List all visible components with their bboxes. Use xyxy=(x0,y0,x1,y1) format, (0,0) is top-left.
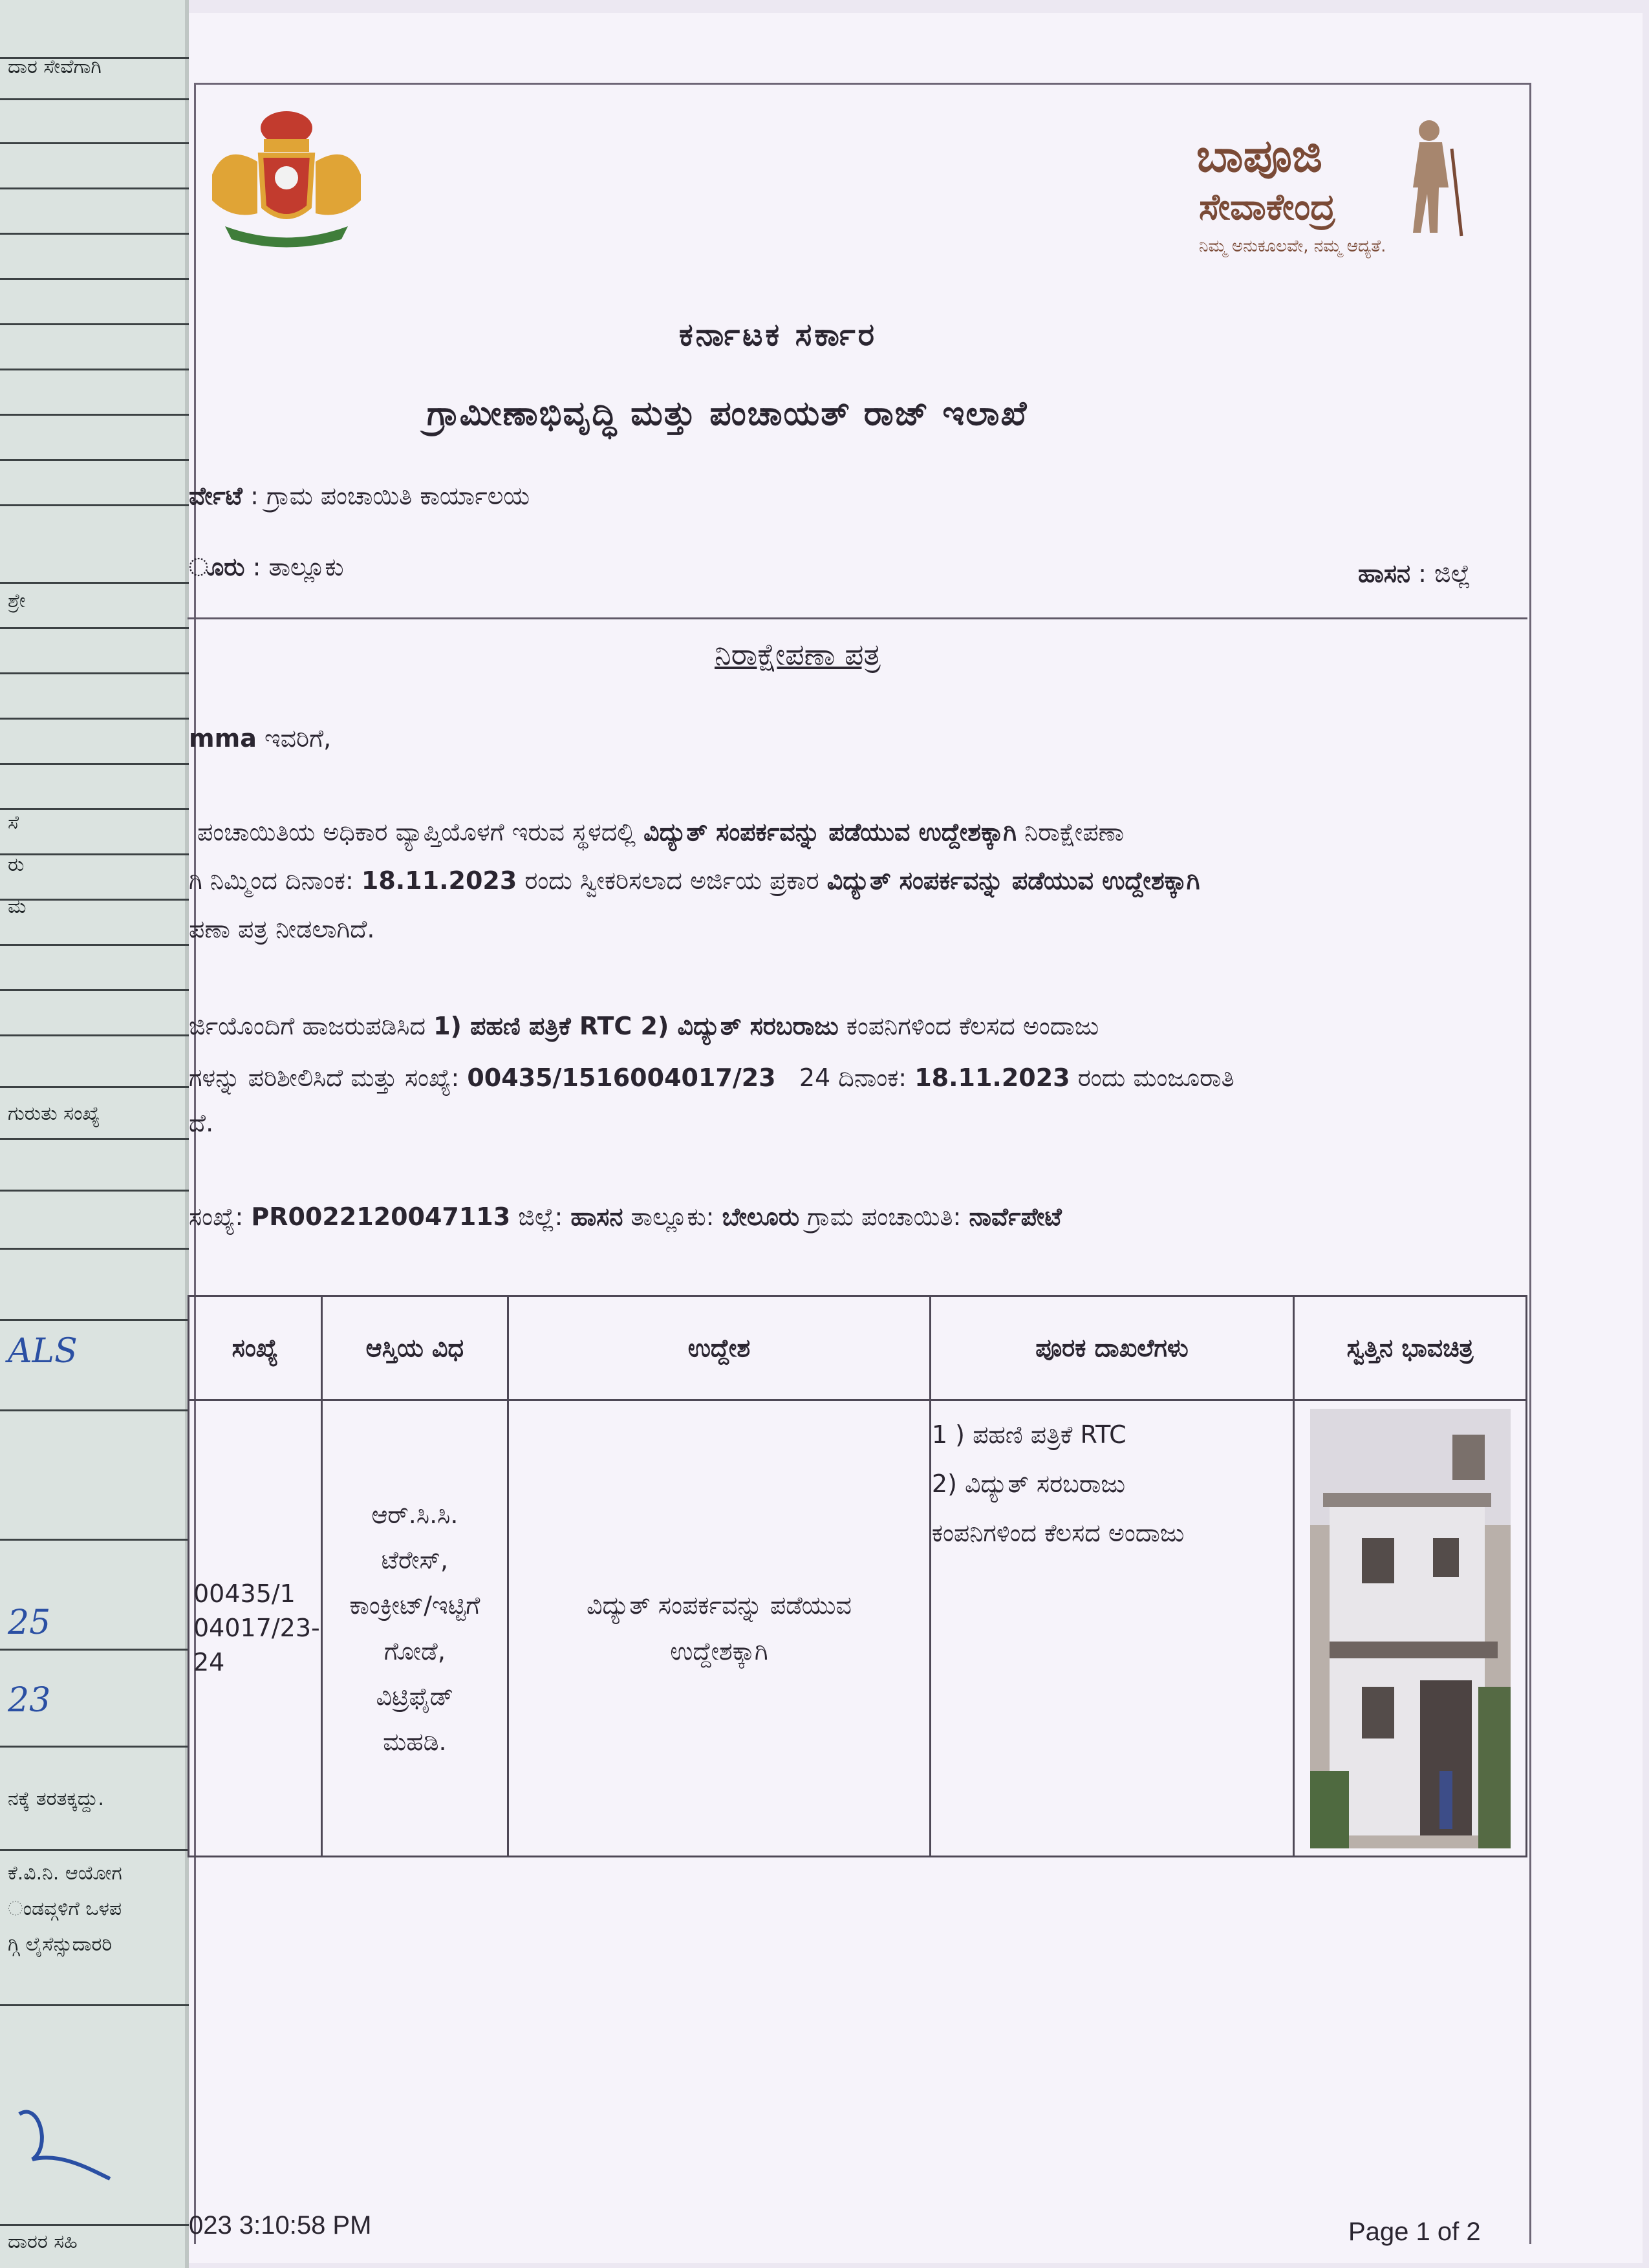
strip-rule xyxy=(0,504,189,506)
strip-rule xyxy=(0,414,189,416)
strip-label: ದಾರರ ಸಹಿ xyxy=(8,2231,78,2253)
strip-rule xyxy=(0,142,189,144)
strip-rule xyxy=(0,627,189,629)
paragraph1-line2 xyxy=(189,866,1200,895)
text-span: ವಿದ್ಯುತ್ ಸಂಪರ್ಕವನ್ನು ಪಡೆಯುವ ಉದ್ದೇಶಕ್ಕಾಗಿ xyxy=(826,866,1200,895)
property-photo xyxy=(1310,1409,1511,1848)
column-header: ಆಸ್ತಿಯ ವಿಧ xyxy=(321,1296,508,1400)
text-span: ವಿದ್ಯುತ್ ಸಂಪರ್ಕವನ್ನು ಪಡೆಯುವ ಉದ್ದೇಶಕ್ಕಾಗಿ xyxy=(643,818,1017,846)
taluk-prefix: ೂರು xyxy=(189,553,245,581)
logo-title: ಬಾಪೂಜಿ xyxy=(1196,129,1322,182)
text-span: ನಿರಾಕ್ಷೇಪಣಾ xyxy=(1024,818,1125,846)
underlying-register-strip xyxy=(0,0,189,2268)
handwritten-note: ALS xyxy=(8,1332,78,1371)
strip-label: ದಾರ ಸೇವೆಗಾಗಿ xyxy=(8,56,102,78)
strip-rule xyxy=(0,899,189,901)
text-span: ನಾರ್ವೆಪೇಟೆ xyxy=(969,1203,1062,1231)
cell-property-type xyxy=(321,1400,508,1857)
text-span: ಬೇಲೂರು xyxy=(722,1203,800,1231)
text-span: ಗಳನ್ನು ಪರಿಶೀಲಿಸಿದೆ ಮತ್ತು ಸಂಖ್ಯೆ: xyxy=(189,1064,460,1092)
strip-label: ಶ್ರೇ xyxy=(8,590,26,612)
text-span: ವಿಟ್ರಿಫೈಡ್ xyxy=(376,1682,454,1711)
strip-label: ಗ್ಗಿ ಲೈಸೆನ್ಸುದಾರರಿ xyxy=(8,1933,113,1956)
text-span: ಕಂಪನಿಗಳಿಂದ ಕೆಲಸದ ಅಂದಾಜು xyxy=(931,1519,1185,1547)
logo-subtitle: ಸೇವಾಕೇಂದ್ರ xyxy=(1199,186,1335,228)
text-span: 1) ಪಹಣಿ ಪತ್ರಿಕೆ RTC 2) ವಿದ್ಯುತ್ ಸರಬರಾಜು xyxy=(433,1012,839,1040)
column-header: ಉದ್ದೇಶ xyxy=(508,1296,930,1400)
text-span: 2) ವಿದ್ಯುತ್ ಸರಬರಾಜು xyxy=(931,1470,1126,1498)
strip-label: ಮ xyxy=(8,895,27,918)
sanction-date: 18.11.2023 xyxy=(914,1064,1070,1092)
department-title: ಗ್ರಾಮೀಣಾಭಿವೃದ್ಧಿ ಮತ್ತು ಪಂಚಾಯತ್ ರಾಜ್ ಇಲಾಖೆ xyxy=(427,394,1028,433)
recipient-name: mma xyxy=(189,724,257,753)
strip-rule xyxy=(0,1190,189,1192)
strip-rule xyxy=(0,369,189,370)
text-span: ವಿದ್ಯುತ್ ಸಂಪರ್ಕವನ್ನು ಪಡೆಯುವ xyxy=(586,1591,852,1620)
column-header: ಸಂಖ್ಯೆ xyxy=(189,1296,322,1400)
text-span: ಟೆರೇಸ್, xyxy=(381,1545,449,1574)
paragraph2-line1 xyxy=(189,1012,1099,1041)
text-span: ರ್ಜಿಯೊಂದಿಗೆ ಹಾಜರುಪಡಿಸಿದ xyxy=(189,1012,426,1040)
text-span: 24 ದಿನಾಂಕ: xyxy=(799,1064,907,1092)
handwritten-note: 23 xyxy=(8,1681,51,1720)
strip-rule xyxy=(0,763,189,765)
page-number: Page 1 of 2 xyxy=(1348,2218,1481,2246)
text-span: ಪಂಚಾಯಿತಿಯ ಅಧಿಕಾರ ವ್ಯಾಪ್ತಿಯೊಳಗೆ ಇರುವ ಸ್ಥಳದಲ್ಲಿ xyxy=(197,818,636,846)
strip-rule xyxy=(0,1649,189,1651)
text-span: ತಾಲ್ಲೂಕು: xyxy=(630,1203,715,1231)
strip-label: ನಕ್ಕೆ ತರತಕ್ಕದ್ದು. xyxy=(8,1788,104,1810)
strip-rule xyxy=(0,278,189,280)
strip-rule xyxy=(0,1138,189,1140)
strip-rule xyxy=(0,672,189,674)
gandhi-silhouette-icon xyxy=(1387,116,1471,239)
text-span: ಉದ್ದೇಶಕ್ಕಾಗಿ xyxy=(670,1636,768,1665)
office-line xyxy=(189,482,530,511)
strip-label: ರು xyxy=(8,853,25,876)
strip-rule xyxy=(0,853,189,855)
strip-rule xyxy=(0,718,189,720)
strip-rule xyxy=(0,1409,189,1411)
district-suffix: : ಜಿಲ್ಲೆ xyxy=(1418,559,1471,588)
text-span: ಜಿಲ್ಲೆ: xyxy=(518,1203,563,1231)
handwritten-scribble xyxy=(13,2095,116,2185)
application-date: 18.11.2023 xyxy=(361,866,517,895)
strip-rule xyxy=(0,1034,189,1036)
paragraph2-line2 xyxy=(189,1064,1234,1093)
strip-rule xyxy=(0,233,189,235)
office-prefix: ರ್ವೇಟೆ xyxy=(189,482,242,510)
strip-rule xyxy=(0,459,189,461)
text-span: ರಂದು ಸ್ವೀಕರಿಸಲಾದ ಅರ್ಜಿಯ ಪ್ರಕಾರ xyxy=(524,866,819,895)
text-span: ಸಂಖ್ಯೆ: xyxy=(189,1203,244,1231)
print-timestamp: 023 3:10:58 PM xyxy=(189,2211,372,2240)
strip-rule xyxy=(0,1746,189,1748)
taluk-line xyxy=(189,553,344,582)
text-span: ಆರ್.ಸಿ.ಸಿ. xyxy=(371,1500,458,1529)
column-header: ಸ್ವತ್ತಿನ ಭಾವಚಿತ್ರ xyxy=(1294,1296,1527,1400)
text-span: ಗ್ರಾಮ ಪಂಚಾಯಿತಿ: xyxy=(807,1203,962,1231)
cell-photo xyxy=(1294,1400,1527,1857)
text-span: ಕಂಪನಿಗಳಿಂದ ಕೆಲಸದ ಅಂದಾಜು xyxy=(846,1012,1099,1040)
column-header: ಪೂರಕ ದಾಖಲೆಗಳು xyxy=(930,1296,1293,1400)
cell-number: 00435/1 04017/23- 24 xyxy=(189,1400,322,1857)
strip-rule xyxy=(0,582,189,584)
strip-rule xyxy=(0,1086,189,1088)
salutation-line xyxy=(189,724,331,753)
salutation: ಇವರಿಗೆ, xyxy=(264,724,332,753)
cell-documents xyxy=(930,1400,1293,1857)
office-name: : ಗ್ರಾಮ ಪಂಚಾಯಿತಿ ಕಾರ್ಯಾಲಯ xyxy=(250,482,530,510)
table-row xyxy=(189,1400,1527,1857)
strip-rule xyxy=(0,187,189,189)
handwritten-note: 25 xyxy=(8,1603,51,1642)
table-header-row xyxy=(189,1296,1527,1400)
strip-rule xyxy=(0,808,189,810)
paragraph2-line3: ದೆ. xyxy=(189,1109,214,1137)
strip-label: ಂಡವ್ಗಳಿಗೆ ಒಳಪ xyxy=(8,1898,122,1920)
text-span: ಮಹಡಿ. xyxy=(383,1728,447,1757)
strip-rule xyxy=(0,1539,189,1541)
strip-rule xyxy=(0,98,189,100)
strip-rule xyxy=(0,989,189,991)
bapuji-seva-kendra-logo xyxy=(1190,116,1474,272)
district-line xyxy=(1358,559,1471,588)
taluk-name: : ತಾಲ್ಲೂಕು xyxy=(252,553,344,581)
cell-purpose xyxy=(508,1400,930,1857)
strip-rule xyxy=(0,944,189,946)
property-table xyxy=(188,1295,1527,1857)
strip-rule xyxy=(0,1849,189,1851)
paragraph1-line1 xyxy=(197,818,1124,847)
government-title: ಕರ್ನಾಟಕ ಸರ್ಕಾರ xyxy=(679,317,878,353)
paragraph1-line3: ಪಣಾ ಪತ್ರ ನೀಡಲಾಗಿದೆ. xyxy=(189,915,375,943)
document-heading: ನಿರಾಕ್ಷೇಪಣಾ ಪತ್ರ xyxy=(715,637,881,672)
strip-rule xyxy=(0,1248,189,1250)
sanction-number: 00435/1516004017/23 xyxy=(467,1064,776,1092)
strip-label: ಕೆ.ವಿ.ನಿ. ಆಯೋಗ xyxy=(8,1862,122,1885)
district-name: ಹಾಸನ xyxy=(1358,559,1411,588)
karnataka-emblem-icon xyxy=(199,103,374,252)
strip-label: ಗುರುತು ಸಂಖ್ಯೆ xyxy=(8,1102,100,1125)
text-span: ಗೋಡೆ, xyxy=(383,1636,446,1665)
header-divider xyxy=(188,617,1527,619)
strip-rule xyxy=(0,1319,189,1321)
property-id: PR0022120047113 xyxy=(251,1203,511,1231)
logo-tagline: ನಿಮ್ಮ ಅನುಕೂಲವೇ, ನಮ್ಮ ಆದ್ಯತೆ. xyxy=(1199,237,1386,256)
strip-rule xyxy=(0,323,189,325)
property-line xyxy=(189,1203,1062,1232)
text-span: ಕಾಂಕ್ರೀಟ್/ಇಟ್ಟಿಗೆ xyxy=(349,1591,480,1620)
strip-label: ಸೆ xyxy=(8,811,19,834)
text-span: ಹಾಸನ xyxy=(570,1203,623,1231)
text-span: ರಂದು ಮಂಜೂರಾತಿ xyxy=(1077,1064,1234,1092)
text-span: ಗಿ ನಿಮ್ಮಿಂದ ದಿನಾಂಕ: xyxy=(189,866,354,895)
strip-rule xyxy=(0,2224,189,2226)
text-span: 1 ) ಪಹಣಿ ಪತ್ರಿಕೆ RTC xyxy=(931,1420,1126,1449)
strip-rule xyxy=(0,2004,189,2006)
